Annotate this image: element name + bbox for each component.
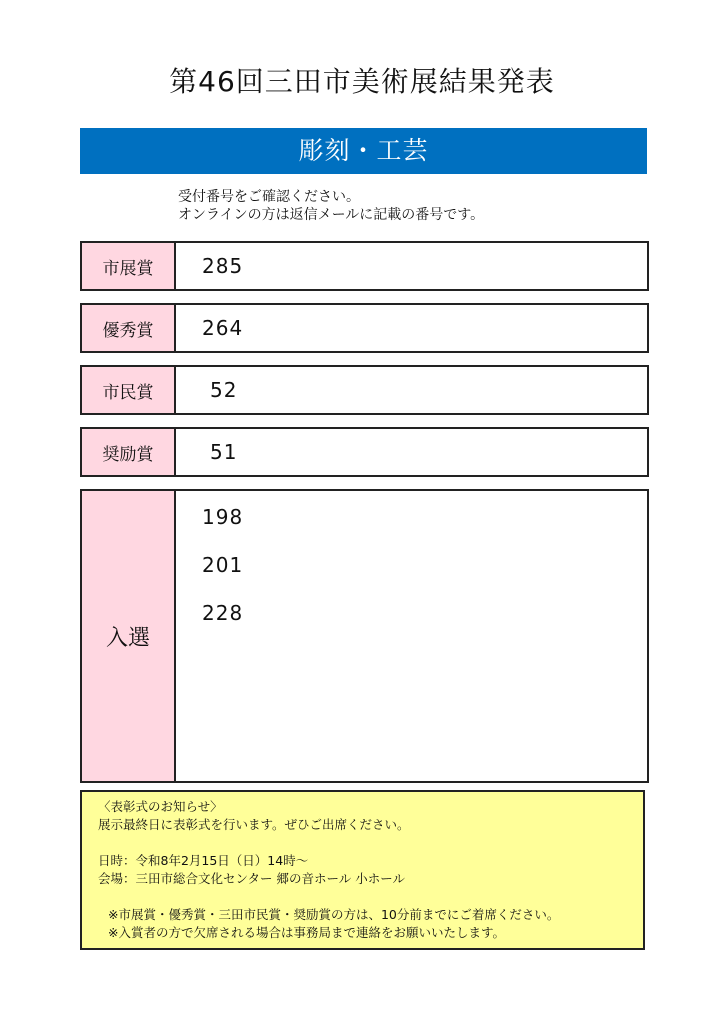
award-row-city-exhibition-prize [80,241,649,291]
notice-intro: 展示最終日に表彰式を行います。ぜひご出席ください。 [98,817,410,832]
notice-venue: 会場：三田市総合文化センター 郷の音ホール 小ホール [98,871,405,886]
award-number: 285 [202,254,244,278]
award-number: 51 [210,440,238,464]
category-banner: 彫刻・工芸 [80,128,647,174]
list-item: 228 [202,601,244,625]
award-label: 奨励賞 [82,429,176,475]
notice-datetime: 日時：令和8年2月15日（日）14時～ [98,853,309,868]
list-item: 201 [202,553,244,577]
instruction-line-2: オンラインの方は返信メールに記載の番号です。 [178,207,485,223]
award-label: 市民賞 [82,367,176,413]
instruction-line-1: 受付番号をご確認ください。 [178,189,360,205]
notice-note-1: ※市展賞・優秀賞・三田市民賞・奨励賞の方は、10分前までにご着席ください。 [108,907,560,922]
instructions [178,188,484,224]
page-title: 第46回三田市美術展結果発表 [169,65,555,98]
award-row-encouragement-prize [80,427,649,477]
selected-entry-list [176,491,243,781]
award-label: 市展賞 [82,243,176,289]
award-number: 264 [202,316,244,340]
award-label: 入選 [82,491,176,781]
award-number: 52 [210,378,238,402]
award-row-selected [80,489,649,783]
award-row-excellence-prize [80,303,649,353]
ceremony-notice [80,790,645,950]
award-row-citizen-prize [80,365,649,415]
notice-heading: 〈表彰式のお知らせ〉 [98,799,223,814]
award-label: 優秀賞 [82,305,176,351]
list-item: 198 [202,505,244,529]
notice-note-2: ※入賞者の方で欠席される場合は事務局まで連絡をお願いいたします。 [108,925,505,940]
